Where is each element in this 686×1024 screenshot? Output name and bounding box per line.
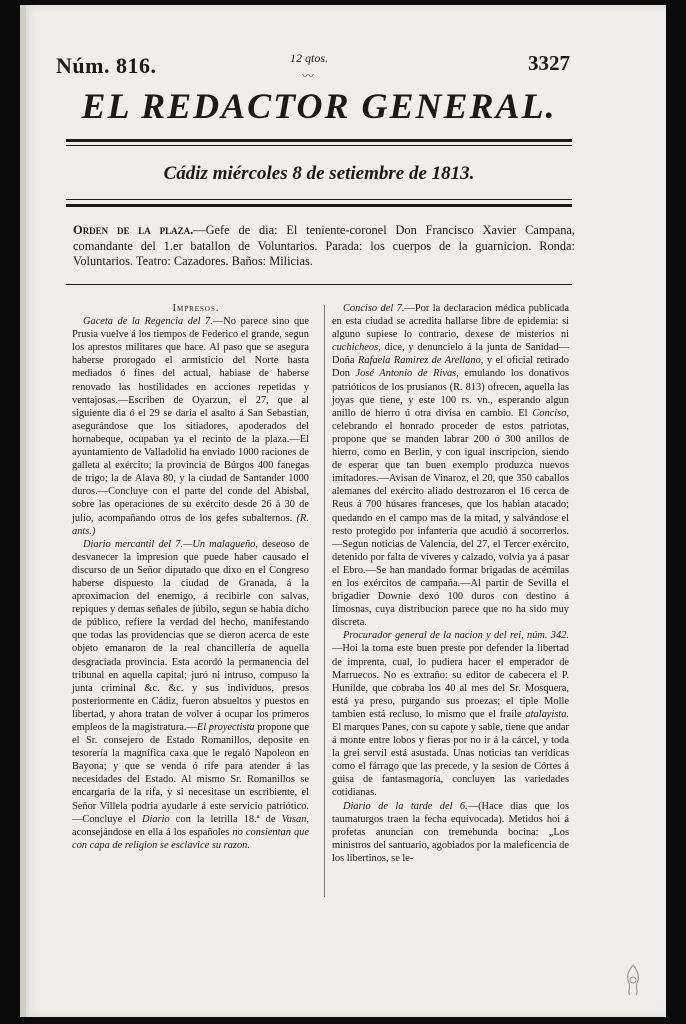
orden-de-la-plaza — [73, 223, 575, 270]
dateline: Cádiz miércoles 8 de setiembre de 1813. — [163, 163, 475, 184]
article-gaceta — [72, 315, 309, 538]
article-body: —Por la declaracion médica publicada en esta ciudad se acredita hallarse libre de epidemia: si alguno supiese lo contrario, dexese de misterios ni — [332, 303, 569, 341]
article-title: Diario de la tarde del 6. — [343, 800, 468, 812]
article-subtitle: —Un malagueño, — [183, 538, 258, 550]
article-emphasis: El proyectista — [196, 722, 255, 733]
flourish-ornament: 〰 — [302, 69, 315, 83]
article-emphasis: cuchicheos, — [332, 342, 381, 354]
article-body: —Hoi la toma este buen preste por defender la libertad de imprenta, cual, lo pudiera hacer el emperador de Marruecos. No es extraño: su editor de cabecera el P. Hunilde, que cobraba los 40 al mes del Sr. Mosquera, está ya preso, purgando sus proezas; el tiple Molle tambien está recluso, lo mismo que el fraile — [332, 643, 569, 720]
article-quote: no consientan que con capa de religion se esclavice su razon. — [72, 826, 309, 851]
date-rule-thick — [66, 204, 572, 207]
library-stamp-icon — [622, 963, 644, 997]
article-body: —(Hace dias que los taumaturgos traen la fecha equivocada). Metidos hoi á profetas anuncian con tremebunda bocina: „Los ministros del santuario, agobiados por la maleficencia de los libertinos, se le- — [332, 800, 569, 864]
article-body: emulando los donativos patrióticos de los prusianos (R. 813) ofrecen, aquella las joyas que tiene, y este 100 rs. vn., esperando algun anillo de hierro ú otra divisa en cambio. El — [332, 368, 569, 419]
article-title: Gaceta de la Regencia del 7. — [83, 316, 213, 328]
section-heading-impresos: Impresos. — [172, 303, 220, 314]
article-emphasis: Rafaela Ramirez de Arellano, — [358, 355, 484, 367]
article-body: con la letrilla 18.ª de — [175, 813, 276, 825]
left-column — [72, 302, 309, 852]
article-title: Procurador general de la nacion y del rei, núm. 342. — [343, 630, 569, 642]
article-emphasis: Vasan, — [281, 813, 309, 825]
price-label: 12 qtos. — [290, 51, 329, 65]
article-body: El marques Panes, con su capote y sable, tiene que andar á monte entre lobos y fieras por no ir á la cárcel, y toda la grei servil está asustada. Unas noticias tan verídicas como el fárrago que las precede, y la sesion de Córtes á guisa de fantasmagoría, concluyen las variedades cotidianas. — [332, 722, 569, 799]
article-title: Conciso del 7. — [343, 303, 405, 314]
newspaper-page — [20, 5, 666, 1017]
date-rule-thin — [66, 199, 572, 200]
article-source: (R. ants.) — [72, 512, 309, 537]
section-rule — [66, 284, 572, 285]
orden-text: —Gefe de dia: El teniente-coronel Don Francisco Xavier Campana, comandante del 1.er batallon de Voluntarios. Parada: los cuerpos de la guarnicion. Ronda: Voluntarios. Teatro: Cazadores. Baños: Milicias. — [73, 223, 575, 268]
column-separator — [324, 305, 325, 897]
article-body: aconsejándose en ella á los españoles — [72, 826, 230, 838]
article-procurador — [332, 629, 569, 799]
article-body: dice, y denuncielo á la junta de Sanidad—Doña — [332, 342, 569, 367]
article-body: propone que el Sr. consejero de Estado Romanillos, deposite en tesorería la magnífica caxa que le regaló Napoleon en Bayona; y que se venda ó rife para atender á las necesidades del Estado. Al mismo Sr. Romanillos se encargaria de la rifa, y si necesitase un escribiente, el Señor Villela podria ayudarle á este servicio patriótico.—Concluye el — [72, 722, 309, 825]
article-body: y el oficial retirado Don — [332, 355, 569, 380]
page-fold-shadow — [20, 5, 26, 1017]
article-conciso — [332, 302, 569, 629]
article-body: celebrando el honrado proceder de estos patriotas, propone que se manden labrar 200 ó 300 anillos de hierro, como en Berlin, y con igual inscripcion, siendo de esperar que tan buen exemplo produzca nuevos imitadores.—Avisan de Vinaroz, el 20, que 350 caballos alemanes del exército aliado destrozaron el 16 cerca de Reus á 700 húsares franceses, que los habian atacado; quedando en el campo mas de la mitad, y salvándose el resto protegido por infantería que acudió á socorrerlos.—Segun noticias de Valencia, del 27, el Tercer exército, detenido por falta de víveres y calzado, volvia ya á pasar el Ebro.—Se han mandado formar brigadas de acémilas en los exércitos de campaña.—Al partir de Sevilla el brigadier Downie dexó 100 duros con destino á limosnas, cuya distribucion parece que no ha sido muy discreta. — [332, 420, 569, 629]
article-emphasis: José Antonio de Rivas, — [355, 368, 459, 380]
newspaper-title: EL REDACTOR GENERAL. — [81, 86, 557, 126]
article-emphasis: Conciso, — [532, 407, 569, 419]
issue-number: Núm. 816. — [56, 53, 157, 78]
orden-label: Orden de la plaza. — [73, 223, 194, 237]
article-diario-mercantil — [72, 538, 309, 852]
right-column — [332, 302, 569, 865]
page-number: 3327 — [528, 51, 570, 75]
article-title: Diario mercantil del 7. — [83, 538, 184, 550]
title-rule-thin — [66, 145, 572, 146]
article-body: deseoso de desvanecer la impresion que puede haber causado el discurso de un Señor diputado que dixo en el Congreso haberse dispuesto la ciudad de Granada, á la aproximacion del enemigo, á recibirle con salvas, repiques y demas señales de júbilo, segun se habia dicho de público, refiere la verdad del hecho, manifestando que todas las providencias que se dieron acerca de este objeto emanaron de la real chancillería de aquella desgraciada provincia. Esta acordó la permanencia del tribunal en aquella capital; juró ni intruso, compuso la junta criminal &c. &c. y sus individuos, presos posteriormente en Cádiz, fueron absueltos y puestos en libertad, y ahora tratan de volver á ocupar los primeros empleos de la magistratura.— — [72, 538, 309, 733]
article-emphasis: Diario — [141, 813, 170, 825]
article-body: —No parece sino que Prusia vuelve á los tiempos de Federico el grande, segun los aprestos militares que hace. Al paso que se asegura haberse prorogado el armisticio del Norte hasta mediados ó fines del actual, habiase de haberse renovado las hostilidades en acciones repetidas y ventajosas.—Escriben de Oyarzun, el 27, que al siguiente dia ó el 29 se daria el asalto á San Sebastian, asegurándose que los sitiadores, apoderados del hornabeque, ocupaban ya el recinto de la plaza.—El ayuntamiento de Valladolid ha enviado 1000 raciones de galleta al exército; la provincia de Búrgos 400 fanegas de trigo; la de Alava 80, y la ciudad de Santander 1000 duros.—Concluye con el parte del conde del Abisbal, sobre las operaciones de su exército desde 26 á 30 de julio, acompañando otros de los gefes subalternos. — [72, 316, 309, 524]
title-rule-thick — [66, 139, 572, 142]
article-emphasis: atalayista. — [525, 708, 569, 720]
article-diario-tarde — [332, 800, 569, 865]
